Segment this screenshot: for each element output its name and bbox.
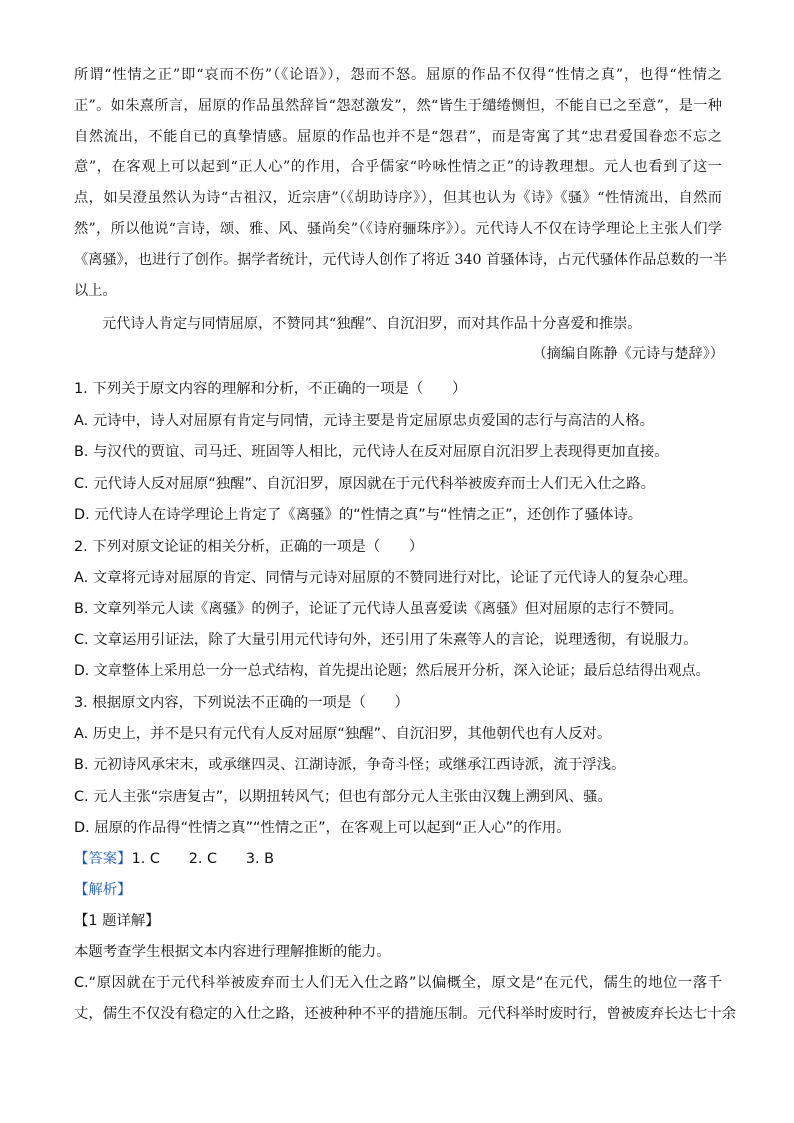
passage-line: 然”，所以他说“言诗，颂、雅、风、骚尚矣”（《诗府骊珠序》）。元代诗人不仅在诗学理论上主张人们学 [74, 220, 722, 237]
question-3-option-a: A. 历史上，并不是只有元代有人反对屈原“独醒”、自沉汨罗，其他朝代也有人反对。 [74, 726, 612, 742]
question-2-option-b: B. 文章列举元人读《离骚》的例子，论证了元代诗人虽喜爱读《离骚》但对屈原的志行不赞同。 [74, 601, 684, 617]
answer-label: 【答案】 [74, 851, 132, 867]
analysis-line: C.“原因就在于元代科举被废弃而士人们无入仕之路”以偏概全，原文是“在元代，儒生的地位一落千 [74, 975, 722, 991]
passage-conclusion: 元代诗人肯定与同情屈原，不赞同其“独醒”、自沉汨罗，而对其作品十分喜爱和推崇。 [102, 316, 642, 332]
analysis-line: 丈，儒生不仅没有稳定的入仕之路，还被种种不平的措施压制。元代科举时废时行，曾被废弃长达七十余 [74, 1006, 736, 1022]
analysis-heading [74, 878, 132, 899]
question-1-option-b: B. 与汉代的贾谊、司马迁、班固等人相比，元代诗人在反对屈原自沉汨罗上表现得更加直接。 [74, 444, 669, 460]
question-1-option-a: A. 元诗中，诗人对屈原有肯定与同情，元诗主要是肯定屈原忠贞爱国的志行与高洁的人格。 [74, 413, 654, 429]
passage-line: 以上。 [74, 282, 117, 299]
passage-line: 自然流出，不能自已的真挚情感。屈原的作品也并不是“怨君”，而是寄寓了其“忠君爱国眷恋不忘之 [74, 128, 722, 145]
question-1-stem: 1. 下列关于原文内容的理解和分析，不正确的一项是（ ） [74, 381, 467, 397]
question-2-option-c: C. 文章运用引证法，除了大量引用元代诗句外，还引用了朱熹等人的言论，说理透彻，有说服力。 [74, 632, 698, 648]
question-1-option-d: D. 元代诗人在诗学理论上肯定了《离骚》的“性情之真”与“性情之正”，还创作了骚体诗。 [74, 507, 643, 523]
analysis-label: 【解析】 [74, 882, 132, 898]
analysis-q1-heading: 【1 题详解】 [74, 913, 160, 929]
question-2-option-a: A. 文章将元诗对屈原的肯定、同情与元诗对屈原的不赞同进行对比，论证了元代诗人的复杂心理。 [74, 570, 698, 586]
question-2-option-d: D. 文章整体上采用总一分一总式结构，首先提出论题；然后展开分析，深入论证；最后总结得出观点。 [74, 663, 710, 679]
answer-line [74, 847, 274, 868]
question-1-option-c: C. 元代诗人反对屈原“独醒”、自沉汨罗，原因就在于元代科举被废弃而士人们无入仕之路。 [74, 476, 655, 492]
passage-line: 正”。如朱熹所言，屈原的作品虽然辞旨“怨怼激发”，然“皆生于缱绻恻怛，不能自已之至意”，是一种 [74, 97, 722, 114]
question-2-stem: 2. 下列对原文论证的相关分析，正确的一项是（ ） [74, 539, 424, 555]
question-3-option-b: B. 元初诗风承宋末，或承继四灵、江湖诗派，争奇斗怪；或继承江西诗派，流于浮浅。 [74, 757, 626, 773]
passage-line: 所谓“性情之正”即“哀而不伤”（《论语》），怨而不怒。屈原的作品不仅得“性情之真”，也得“性情之 [74, 67, 722, 83]
passage-line: 意”，在客观上可以起到“正人心”的作用，合乎儒家“吟咏性情之正”的诗教理想。元人也看到了这一 [74, 159, 722, 176]
analysis-line: 本题考查学生根据文本内容进行理解推断的能力。 [74, 944, 391, 960]
passage-line: 点，如吴澄虽然认为诗“古祖汉，近宗唐”（《胡助诗序》），但其也认为《诗》《骚》“性情流出，自然而 [74, 190, 722, 207]
answer-values: 1. C 2. C 3. B [131, 851, 275, 867]
question-3-stem: 3. 根据原文内容，下列说法不正确的一项是（ ） [74, 695, 409, 711]
passage-source: （摘编自陈静《元诗与楚辞》） [532, 346, 724, 362]
passage-line: 《离骚》，也进行了创作。据学者统计，元代诗人创作了将近 340 首骚体诗，占元代骚体作品总数的一半 [74, 251, 728, 268]
question-3-option-d: D. 屈原的作品得“性情之真”“性情之正”，在客观上可以起到“正人心”的作用。 [74, 820, 571, 836]
passage-paragraph [74, 60, 728, 306]
question-3-option-c: C. 元人主张“宗唐复古”，以期扭转风气；但也有部分元人主张由汉魏上溯到风、骚。 [74, 789, 612, 805]
